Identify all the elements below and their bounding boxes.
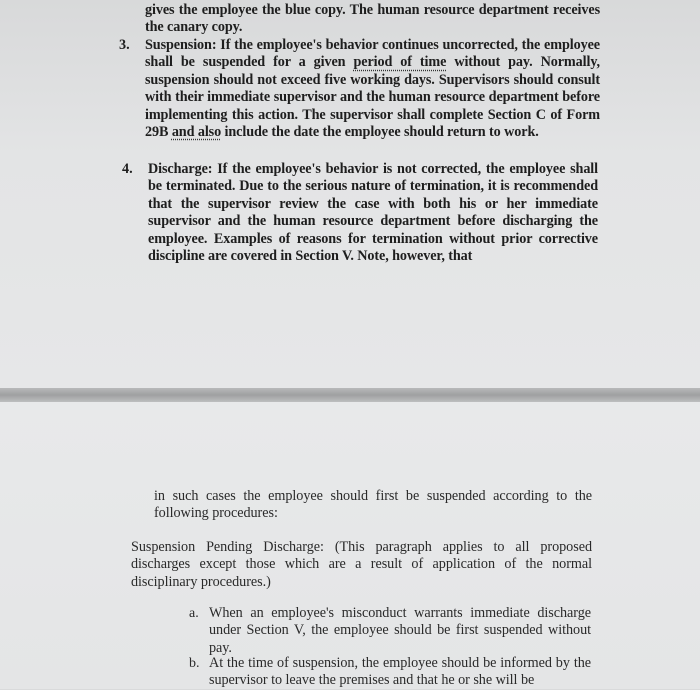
intro-paragraph: gives the employee the blue copy. The human resource department receives the canary copy. <box>145 2 600 36</box>
item-3-title: Suspension: <box>145 37 217 53</box>
item-3-period-of-time: period of time <box>353 54 447 71</box>
suspension-pending-paragraph: Suspension Pending Discharge: (This paragraph applies to all proposed discharges except those which are a result of application of the normal disciplinary procedures.) <box>131 539 592 590</box>
item-3-text-b: without pay. Normally, suspension should not exceed five working days. Supervisors should consult with their immediate supervisor and the human resource department before implementing this action. The supervisor shall complete Section C of Form 29B <box>145 54 600 141</box>
item-3-number: 3. <box>119 37 130 53</box>
page-divider <box>0 388 700 402</box>
item-b-paragraph: At the time of suspension, the employee should be informed by the supervisor to leave the premises and that he or she will be <box>209 655 591 689</box>
item-3-text-c: include the date the employee should return to work. <box>221 124 539 141</box>
item-b-letter: b. <box>189 656 200 671</box>
item-3-text-a: If the employee's behavior continues uncorrected, the employee shall be suspended for a given <box>145 37 600 71</box>
continuation-paragraph: in such cases the employee should first be suspended according to the following procedures: <box>154 488 592 522</box>
item-3-and-also: and also <box>171 124 222 141</box>
item-4-paragraph: Discharge: If the employee's behavior is not corrected, the employee shall be terminated. Due to the serious nature of termination, it is recommended that the supervisor review the case with both his or her immediate supervisor and the human resource department before discharging the employee. Examples of reasons for termination without prior corrective discipline are covered in Section V. Note, however, that <box>148 161 598 265</box>
item-4-number: 4. <box>122 161 133 177</box>
item-3-paragraph <box>145 37 600 141</box>
item-a-letter: a. <box>189 606 199 621</box>
item-a-paragraph: When an employee's misconduct warrants immediate discharge under Section V, the employee should be first suspended without pay. <box>209 605 591 656</box>
